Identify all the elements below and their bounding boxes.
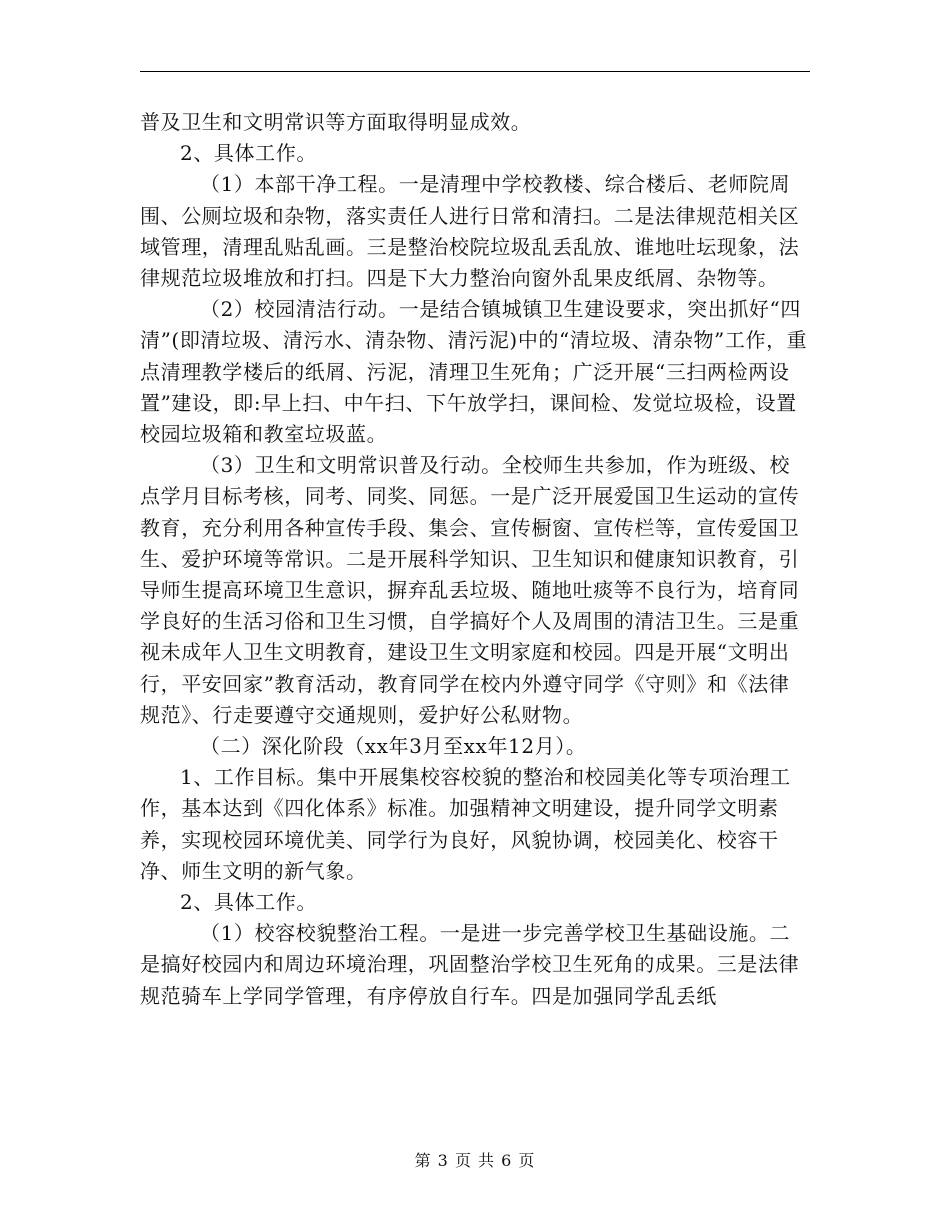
page-number-footer: 第 3 页 共 6 页 — [414, 1151, 536, 1170]
document-body — [140, 107, 810, 1012]
paragraph: 1、工作目标。集中开展集校容校貌的整治和校园美化等专项治理工作，基本达到《四化体系》标准。加强精神文明建设，提升同学文明素养，实现校园环境优美、同学行为良好，风貌协调，校园美化、校容干净、师生文明的新气象。 — [140, 765, 791, 883]
paragraph: （1）校容校貌整治工程。一是进一步完善学校卫生基础设施。二是搞好校园内和周边环境治理，巩固整治学校卫生死角的成果。三是法律规范骑车上学同学管理，有序停放自行车。四是加强同学乱丢纸 — [140, 921, 800, 1008]
paragraph: 2、具体工作。 — [180, 890, 317, 915]
paragraph: 2、具体工作。 — [180, 141, 317, 166]
paragraph: 普及卫生和文明常识等方面取得明显成效。 — [140, 110, 532, 134]
paragraph: （二）深化阶段（xx年3月至xx年12月）。 — [200, 734, 587, 759]
header-rule — [140, 71, 810, 72]
paragraph: （2）校园清洁行动。一是结合镇城镇卫生建设要求，突出抓好“四清”(即清垃圾、清污水、清杂物、清污泥)中的“清垃圾、清杂物”工作，重点清理教学楼后的纸屑、污泥，清理卫生死角；广泛开展“三扫两检两设置”建设，即:早上扫、中午扫、下午放学扫，课间检、发觉垃圾检，设置校园垃圾箱和教室垃圾蓝。 — [140, 297, 808, 447]
paragraph: （3）卫生和文明常识普及行动。全校师生共参加，作为班级、校点学月目标考核，同考、同奖、同惩。一是广泛开展爱国卫生运动的宣传教育，充分利用各种宣传手段、集会、宣传橱窗、宣传栏等，宣传爱国卫生、爱护环境等常识。二是开展科学知识、卫生知识和健康知识教育，引导师生提高环境卫生意识，摒弃乱丢垃圾、随地吐痰等不良行为，培育同学良好的生活习俗和卫生习惯，自学搞好个人及周围的清洁卫生。三是重视未成年人卫生文明教育，建设卫生文明家庭和校园。四是开展“文明出行，平安回家”教育活动，教育同学在校内外遵守同学《守则》和《法律规范》、行走要遵守交通规则，爱护好公私财物。 — [140, 453, 800, 727]
paragraph: （1）本部干净工程。一是清理中学校教楼、综合楼后、老师院周围、公厕垃圾和杂物，落实责任人进行日常和清扫。二是法律规范相关区域管理，清理乱贴乱画。三是整治校院垃圾乱丢乱放、谁地吐坛现象，法律规范垃圾堆放和打扫。四是下大力整治向窗外乱果皮纸屑、杂物等。 — [140, 172, 800, 291]
